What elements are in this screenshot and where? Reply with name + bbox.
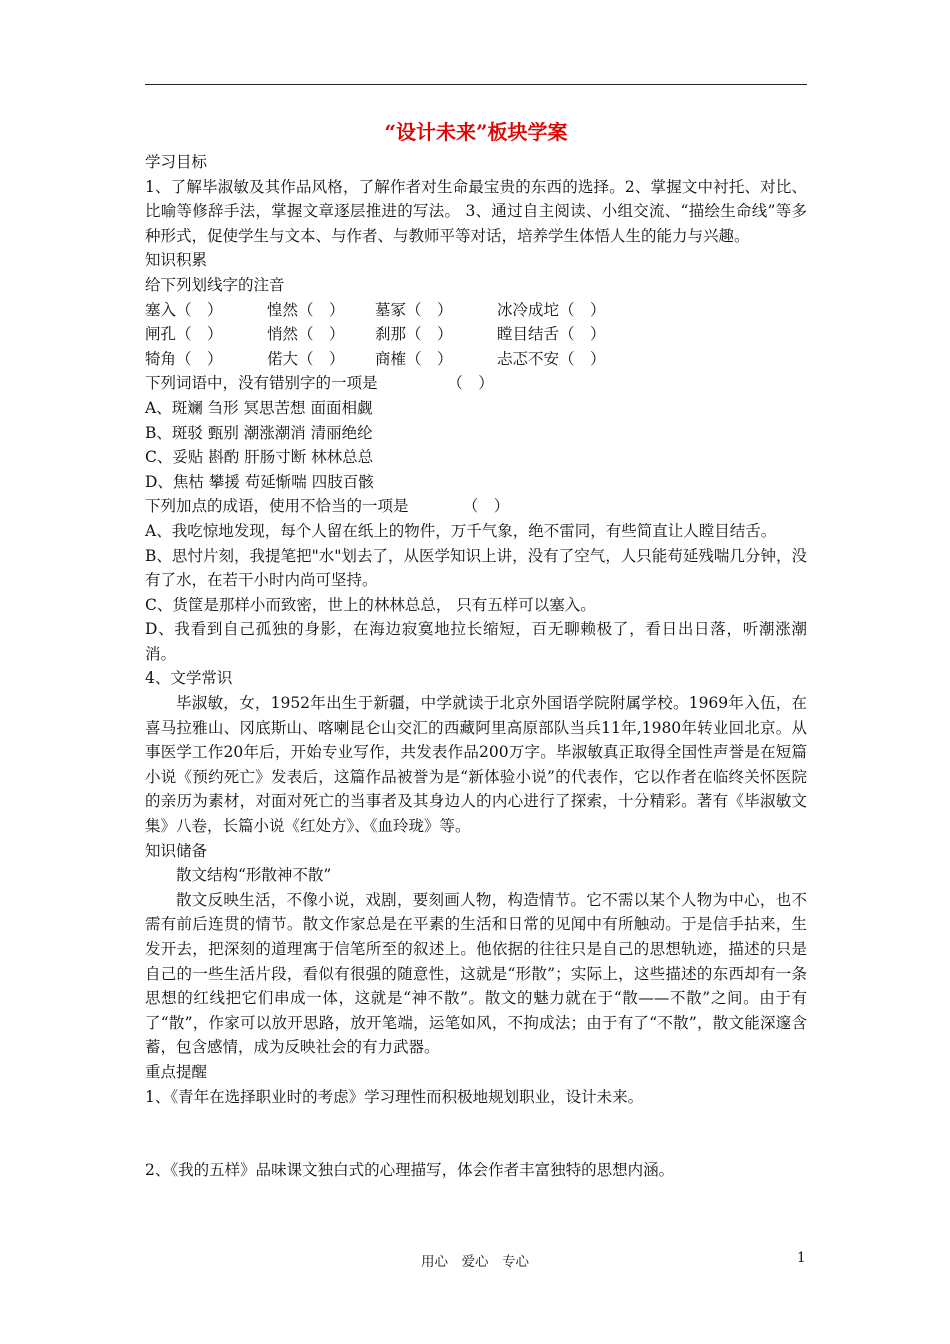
typo-option: C、妥贴 斟酌 肝肠寸断 林林总总 [145,448,374,467]
idiom-option: C、货筐是那样小而致密，世上的林林总总， 只有五样可以塞入。 [145,595,596,614]
page-number: 1 [797,1250,806,1266]
pinyin-item: 惶然（ ） [267,300,345,319]
pinyin-item: 犄角（ ） [145,349,223,368]
section-heading-goals: 学习目标 [145,153,208,171]
idiom-option: D、我看到自己孤独的身影，在海边寂寞地拉长缩短，百无聊赖极了，看日出日落，听潮涨潮消。 [145,620,807,663]
section-heading-knowledge: 知识积累 [145,251,208,270]
section-heading-literary: 4、文学常识 [145,669,233,688]
typo-option: B、斑驳 甄别 潮涨潮消 清丽绝纶 [145,423,373,442]
question-pinyin: 给下列划线字的注音 [145,275,285,294]
literary-paragraph: 毕淑敏，女，1952年出生于新疆，中学就读于北京外国语学院附属学校。1969年入伍，在喜马拉雅山、冈底斯山、喀喇昆仑山交汇的西藏阿里高原部队当兵11年,1980年转业回北京。从事医学工作20年后，开始专业写作，共发表作品200万字。毕淑敏真正取得全国性声誉是在短篇小说《预约死亡》发表后，这篇作品被誉为是“新体验小说”的代表作，它以作者在临终关怀医院的亲历为素材，对面对死亡的当事者及其身边人的内心进行了探索，十分精彩。著有《毕淑敏文集》八卷，长篇小说《红处方》、《血玲珑》等。 [145,694,807,836]
pinyin-item: 墓冢（ ） [375,300,453,319]
question-idiom: 下列加点的成语，使用不恰当的一项是 （ ） [145,497,510,516]
question-typo: 下列词语中，没有错别字的一项是 （ ） [145,374,494,393]
pinyin-item: 忐忑不安（ ） [497,349,606,368]
idiom-option: B、思忖片刻，我提笔把"水"划去了，从医学知识上讲，没有了空气，人只能苟延残喘几分钟，没有了水，在若干小时内尚可坚持。 [145,546,807,590]
pinyin-item: 商榷（ ） [375,349,453,368]
pinyin-row [145,298,807,323]
key-point: 1、《青年在选择职业时的考虑》学习理性而积极地规划职业，设计未来。 [145,1087,644,1106]
goals-paragraph: 1、了解毕淑敏及其作品风格，了解作者对生命最宝贵的东西的选择。2、掌握文中衬托、对比、比喻等修辞手法，掌握文章逐层推进的写法。 3、通过自主阅读、小组交流、“描绘生命线”等多种形式，促使学生与文本、与作者、与教师平等对话，培养学生体悟人生的能力与兴趣。 [145,177,807,245]
pinyin-row [145,347,807,372]
pinyin-item: 刹那（ ） [375,325,453,344]
section-heading-key: 重点提醒 [145,1062,208,1081]
pinyin-item: 瞠目结舌（ ） [497,325,606,344]
document-title: “设计未来”板块学案 [384,120,568,144]
page-footer: 用心 爱心 专心 [421,1254,529,1270]
pinyin-item: 悄然（ ） [267,325,345,344]
pinyin-item: 塞入（ ） [145,300,223,319]
pinyin-grid [145,298,807,372]
typo-option: A、斑斓 刍形 冥思苦想 面面相觑 [145,398,373,417]
prep-subheading: 散文结构“形散神不散” [176,866,332,885]
section-heading-prep: 知识储备 [145,841,208,860]
document-body [145,118,807,1183]
header-rule [145,84,807,85]
pinyin-item: 冰冷成坨（ ） [497,300,606,319]
idiom-option: A、我吃惊地发现，每个人留在纸上的物件，万千气象，绝不雷同，有些简直让人瞠目结舌。 [145,521,777,540]
key-point: 2、《我的五样》品味课文独白式的心理描写，体会作者丰富独特的思想内涵。 [145,1161,675,1180]
pinyin-row [145,322,807,347]
prep-paragraph: 散文反映生活，不像小说，戏剧，要刻画人物，构造情节。它不需以某个人物为中心，也不需有前后连贯的情节。散文作家总是在平素的生活和日常的见闻中有所触动。于是信手拈来，生发开去，把深刻的道理寓于信笔所至的叙述上。他依据的往往只是自己的思想轨迹，描述的只是自己的一些生活片段，看似有很强的随意性，这就是“形散”；实际上，这些描述的东西却有一条思想的红线把它们串成一体，这就是“神不散”。散文的魅力就在于“散——不散”之间。由于有了“散”，作家可以放开思路，放开笔端，运笔如风，不拘成法；由于有了“不散”，散文能深邃含蓄，包含感情，成为反映社会的有力武器。 [145,890,807,1057]
spacer [145,1109,807,1158]
pinyin-item: 闸孔（ ） [145,325,223,344]
pinyin-item: 偌大（ ） [267,349,345,368]
typo-option: D、焦枯 攀援 苟延惭喘 四肢百骸 [145,472,374,491]
